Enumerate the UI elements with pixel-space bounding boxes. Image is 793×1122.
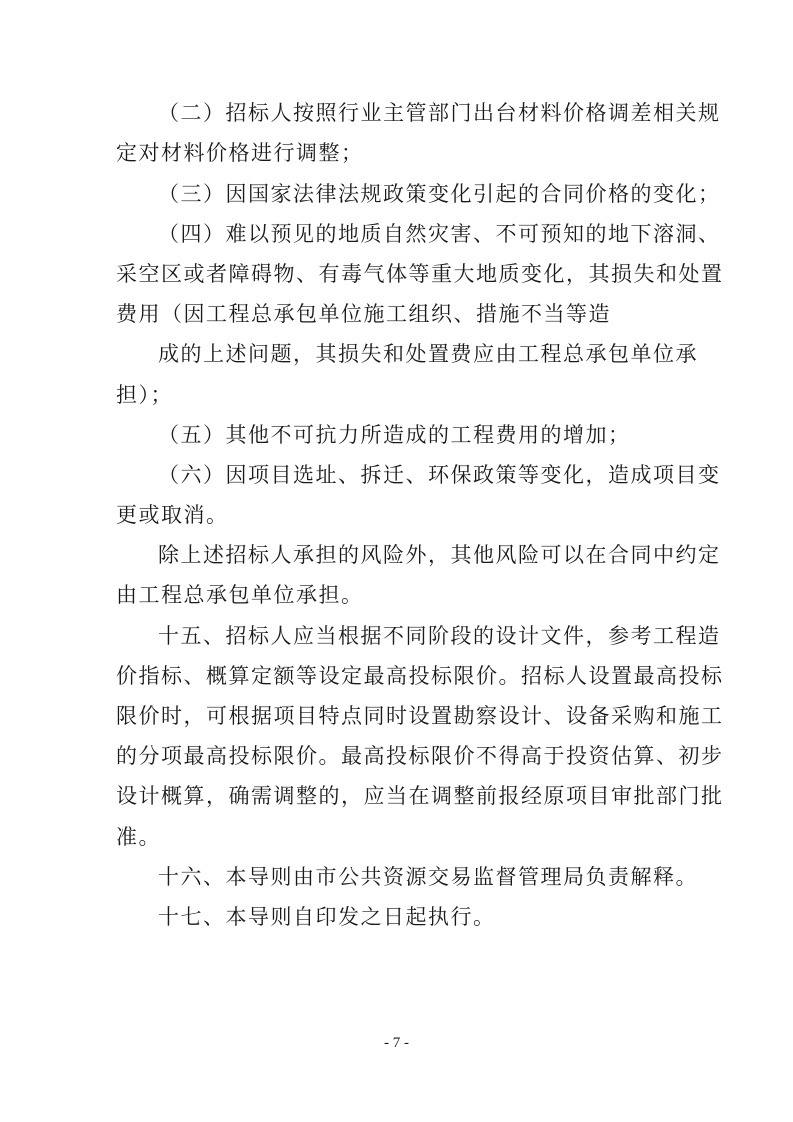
paragraph-line: （五）其他不可抗力所造成的工程费用的增加；: [158, 423, 631, 447]
paragraph-line: 准。: [116, 825, 161, 849]
paragraph-line: （六）因项目选址、拆迁、环保政策等变化，造成项目变: [158, 463, 721, 487]
paragraph-line: 更或取消。: [116, 503, 229, 527]
paragraph-line: 限价时，可根据项目特点同时设置勘察设计、设备采购和施工: [116, 704, 724, 728]
paragraph-line: （二）招标人按照行业主管部门出台材料价格调差相关规: [158, 101, 721, 125]
paragraph-line: 由工程总承包单位承担。: [116, 583, 364, 607]
paragraph-line: 的分项最高投标限价。最高投标限价不得高于投资估算、初步: [116, 744, 724, 768]
page-number: - 7 -: [384, 1035, 409, 1051]
paragraph-line: 十七、本导则自印发之日起执行。: [158, 905, 496, 929]
paragraph-line: 费用（因工程总承包单位施工组织、措施不当等造: [116, 302, 611, 326]
paragraph-line: 除上述招标人承担的风险外，其他风险可以在合同中约定: [158, 543, 721, 567]
paragraph-line: 定对材料价格进行调整；: [116, 141, 364, 165]
paragraph-line: 十五、招标人应当根据不同阶段的设计文件，参考工程造: [158, 624, 721, 648]
paragraph-line: 担）；: [116, 383, 173, 407]
paragraph-line: 成的上述问题，其损失和处置费应由工程总承包单位承: [158, 342, 698, 366]
paragraph-line: 十六、本导则由市公共资源交易监督管理局负责解释。: [158, 865, 698, 889]
paragraph-line: 价指标、概算定额等设定最高投标限价。招标人设置最高投标: [116, 664, 724, 688]
paragraph-line: 设计概算，确需调整的，应当在调整前报经原项目审批部门批: [116, 784, 724, 808]
paragraph-line: 采空区或者障碍物、有毒气体等重大地质变化，其损失和处置: [116, 262, 724, 286]
paragraph-line: （三）因国家法律法规政策变化引起的合同价格的变化；: [158, 182, 721, 206]
paragraph-line: （四）难以预见的地质自然灾害、不可预知的地下溶洞、: [158, 222, 721, 246]
